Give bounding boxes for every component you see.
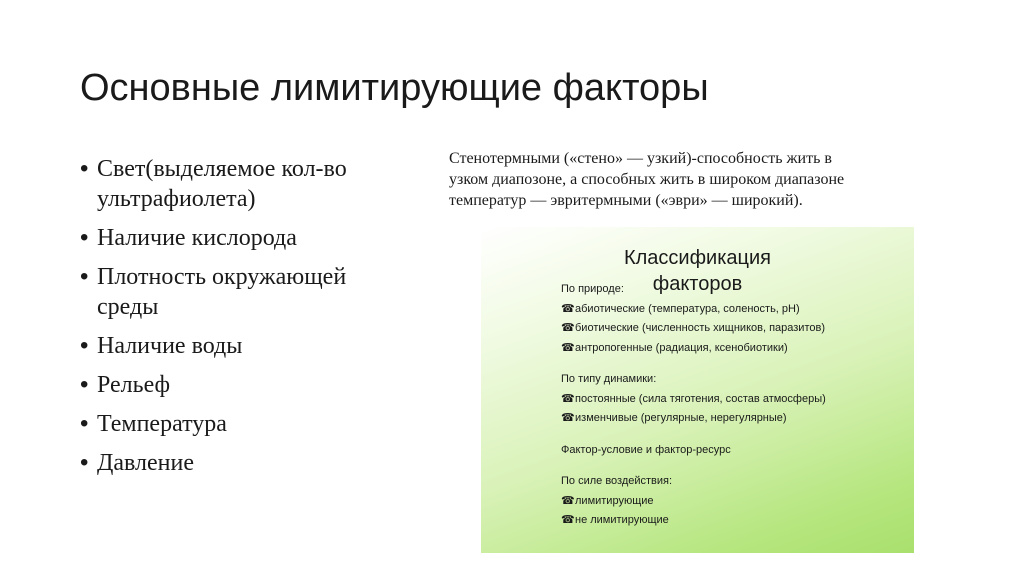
slide-title: Основные лимитирующие факторы — [80, 67, 709, 109]
bullet-list — [80, 154, 380, 487]
bullet-item — [80, 370, 380, 400]
classification-item — [561, 319, 901, 339]
telephone-icon: ☎ — [561, 514, 575, 526]
stenothermal-note — [449, 148, 939, 211]
bullet-icon: • — [80, 449, 89, 476]
classification-item — [561, 339, 901, 359]
section-heading: По типу динамики: — [561, 373, 657, 385]
bullet-icon: • — [80, 263, 89, 290]
bullet-text: Давление — [97, 450, 195, 476]
section-heading: По силе воздействия: — [561, 475, 673, 487]
bullet-icon: • — [80, 410, 89, 437]
telephone-icon: ☎ — [561, 302, 575, 315]
telephone-icon: ☎ — [561, 412, 575, 424]
telephone-icon: ☎ — [561, 392, 575, 405]
figure-body — [561, 280, 901, 531]
figure-title-line: факторов — [652, 273, 743, 295]
note-line: узком диапозоне, а способных жить в широком диапазоне — [449, 171, 845, 188]
bullet-item — [80, 262, 380, 322]
section-heading: По природе: — [561, 283, 624, 295]
classification-item — [561, 409, 901, 429]
telephone-icon: ☎ — [561, 494, 575, 507]
bullet-text: Рельеф — [97, 372, 171, 398]
note-line: температур — эвритермными («эври» — широкий). — [449, 192, 803, 209]
bullet-text: Плотность окружающей среды — [97, 264, 347, 320]
bullet-item — [80, 154, 380, 214]
item-text: антропогенные (радиация, ксенобиотики) — [575, 341, 788, 354]
bullet-text: Свет(выделяемое кол-во ультрафиолета) — [97, 156, 347, 212]
item-text: лимитирующие — [575, 494, 654, 507]
telephone-icon: ☎ — [561, 322, 575, 334]
bullet-item — [80, 223, 380, 253]
item-text: не лимитирующие — [575, 514, 669, 526]
bullet-item — [80, 331, 380, 361]
bullet-icon: • — [80, 155, 89, 182]
telephone-icon: ☎ — [561, 341, 575, 354]
classification-item — [561, 390, 901, 410]
bullet-icon: • — [80, 224, 89, 251]
bullet-item — [80, 409, 380, 439]
classification-item — [561, 492, 901, 512]
item-text: биотические (численность хищников, паразитов) — [575, 322, 825, 334]
bullet-icon: • — [80, 371, 89, 398]
item-text: изменчивые (регулярные, нерегулярные) — [575, 412, 787, 424]
bullet-text: Наличие воды — [97, 333, 243, 359]
note-line: Стенотермными («стено» — узкий)-способность жить в — [449, 150, 832, 167]
item-text: постоянные (сила тяготения, состав атмосферы) — [575, 392, 826, 405]
item-text: абиотические (температура, соленость, pH) — [575, 302, 800, 315]
bullet-text: Наличие кислорода — [97, 225, 297, 251]
section-heading: Фактор-условие и фактор-ресурс — [561, 443, 731, 456]
factor-classification-figure — [481, 227, 914, 553]
bullet-item — [80, 448, 380, 478]
figure-title-line: Классификация — [623, 247, 771, 269]
bullet-text: Температура — [97, 411, 227, 437]
classification-item — [561, 511, 901, 531]
bullet-icon: • — [80, 332, 89, 359]
classification-item — [561, 300, 901, 320]
